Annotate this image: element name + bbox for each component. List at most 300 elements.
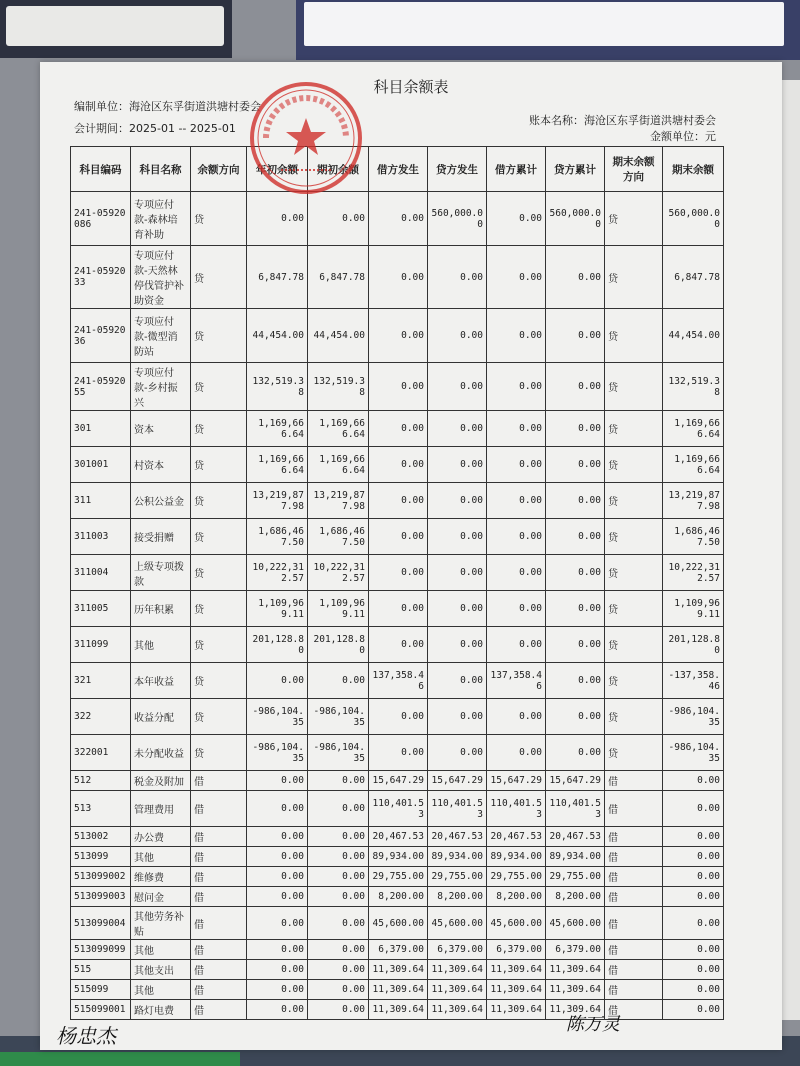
debit-amount: 0.00 xyxy=(369,411,428,447)
notice-board-panel-right xyxy=(304,2,784,46)
column-header: 期初余额 xyxy=(308,147,369,192)
balance-direction: 借 xyxy=(191,980,247,1000)
closing-balance-direction: 借 xyxy=(605,907,663,940)
balance-direction: 贷 xyxy=(191,555,247,591)
closing-balance-direction: 借 xyxy=(605,867,663,887)
table-row xyxy=(71,447,724,483)
debit-amount: 0.00 xyxy=(369,735,428,771)
closing-balance: 201,128.80 xyxy=(663,627,724,663)
table-row xyxy=(71,192,724,246)
year-opening-balance: 6,847.78 xyxy=(247,246,308,309)
credit-amount: 0.00 xyxy=(428,555,487,591)
period-opening-balance: 1,686,467.50 xyxy=(308,519,369,555)
period-opening-balance: 0.00 xyxy=(308,192,369,246)
table-row xyxy=(71,771,724,791)
table-row xyxy=(71,960,724,980)
closing-balance: -986,104.35 xyxy=(663,699,724,735)
closing-balance-direction: 借 xyxy=(605,847,663,867)
credit-cumulative: 11,309.64 xyxy=(546,960,605,980)
debit-amount: 0.00 xyxy=(369,246,428,309)
account-code: 322 xyxy=(71,699,131,735)
credit-amount: 0.00 xyxy=(428,411,487,447)
closing-balance: 0.00 xyxy=(663,827,724,847)
closing-balance: 0.00 xyxy=(663,847,724,867)
credit-cumulative: 11,309.64 xyxy=(546,980,605,1000)
credit-cumulative: 8,200.00 xyxy=(546,887,605,907)
official-seal xyxy=(246,78,366,198)
account-code: 311099 xyxy=(71,627,131,663)
closing-balance-direction: 借 xyxy=(605,980,663,1000)
table-row xyxy=(71,555,724,591)
table-row xyxy=(71,591,724,627)
balance-direction: 贷 xyxy=(191,519,247,555)
closing-balance-direction: 贷 xyxy=(605,699,663,735)
credit-amount: 8,200.00 xyxy=(428,887,487,907)
account-name: 维修费 xyxy=(131,867,191,887)
period-opening-balance: 0.00 xyxy=(308,867,369,887)
credit-cumulative: 0.00 xyxy=(546,735,605,771)
closing-balance-direction: 贷 xyxy=(605,663,663,699)
debit-amount: 11,309.64 xyxy=(369,980,428,1000)
board-bottom-strip xyxy=(0,1052,240,1066)
debit-cumulative: 0.00 xyxy=(487,411,546,447)
account-name: 专项应付款-森林培育补助 xyxy=(131,192,191,246)
period-opening-balance: 0.00 xyxy=(308,1000,369,1020)
credit-amount: 0.00 xyxy=(428,519,487,555)
account-code: 241-0592055 xyxy=(71,363,131,411)
closing-balance-direction: 借 xyxy=(605,1000,663,1020)
debit-cumulative: 0.00 xyxy=(487,246,546,309)
credit-cumulative: 0.00 xyxy=(546,627,605,663)
credit-amount: 20,467.53 xyxy=(428,827,487,847)
debit-cumulative: 8,200.00 xyxy=(487,887,546,907)
period-opening-balance: 44,454.00 xyxy=(308,309,369,363)
column-header: 贷方累计 xyxy=(546,147,605,192)
closing-balance: 560,000.00 xyxy=(663,192,724,246)
balance-direction: 贷 xyxy=(191,627,247,663)
year-opening-balance: 0.00 xyxy=(247,847,308,867)
period-opening-balance: 1,109,969.11 xyxy=(308,591,369,627)
debit-amount: 0.00 xyxy=(369,627,428,663)
debit-cumulative: 0.00 xyxy=(487,699,546,735)
account-name: 其他 xyxy=(131,627,191,663)
column-header: 科目名称 xyxy=(131,147,191,192)
year-opening-balance: 0.00 xyxy=(247,192,308,246)
closing-balance-direction: 借 xyxy=(605,791,663,827)
closing-balance-direction: 贷 xyxy=(605,627,663,663)
debit-cumulative: 45,600.00 xyxy=(487,907,546,940)
closing-balance: 13,219,877.98 xyxy=(663,483,724,519)
account-name: 其他 xyxy=(131,847,191,867)
debit-cumulative: 11,309.64 xyxy=(487,1000,546,1020)
signature-right: 陈万灵 xyxy=(566,1014,620,1035)
account-name: 路灯电费 xyxy=(131,1000,191,1020)
debit-amount: 0.00 xyxy=(369,699,428,735)
account-code: 241-0592033 xyxy=(71,246,131,309)
account-name: 村资本 xyxy=(131,447,191,483)
debit-cumulative: 0.00 xyxy=(487,447,546,483)
account-code: 311005 xyxy=(71,591,131,627)
credit-amount: 110,401.53 xyxy=(428,791,487,827)
balance-direction: 贷 xyxy=(191,309,247,363)
closing-balance: 0.00 xyxy=(663,887,724,907)
balance-direction: 借 xyxy=(191,887,247,907)
closing-balance: 1,686,467.50 xyxy=(663,519,724,555)
account-name: 税金及附加 xyxy=(131,771,191,791)
year-opening-balance: 1,686,467.50 xyxy=(247,519,308,555)
period-opening-balance: 0.00 xyxy=(308,940,369,960)
closing-balance-direction: 借 xyxy=(605,827,663,847)
debit-amount: 29,755.00 xyxy=(369,867,428,887)
account-code: 513099003 xyxy=(71,887,131,907)
balance-direction: 借 xyxy=(191,867,247,887)
debit-amount: 6,379.00 xyxy=(369,940,428,960)
balance-direction: 借 xyxy=(191,1000,247,1020)
table-body xyxy=(71,192,724,1020)
credit-cumulative: 0.00 xyxy=(546,363,605,411)
period-opening-balance: 1,169,666.64 xyxy=(308,447,369,483)
table-row xyxy=(71,309,724,363)
account-name: 上级专项拨款 xyxy=(131,555,191,591)
credit-amount: 0.00 xyxy=(428,591,487,627)
debit-cumulative: 0.00 xyxy=(487,192,546,246)
credit-cumulative: 0.00 xyxy=(546,699,605,735)
account-code: 513099004 xyxy=(71,907,131,940)
table-row xyxy=(71,246,724,309)
compiler-unit: 编制单位：海沧区东孚街道洪塘村委会 xyxy=(74,100,261,113)
year-opening-balance: 0.00 xyxy=(247,907,308,940)
signature-left: 杨忠杰 xyxy=(56,1024,116,1048)
credit-amount: 560,000.00 xyxy=(428,192,487,246)
balance-direction: 贷 xyxy=(191,192,247,246)
closing-balance-direction: 贷 xyxy=(605,192,663,246)
year-opening-balance: 1,109,969.11 xyxy=(247,591,308,627)
balance-direction: 借 xyxy=(191,827,247,847)
debit-cumulative: 137,358.46 xyxy=(487,663,546,699)
credit-amount: 0.00 xyxy=(428,309,487,363)
balance-direction: 贷 xyxy=(191,735,247,771)
year-opening-balance: 10,222,312.57 xyxy=(247,555,308,591)
table-header-row xyxy=(71,147,724,192)
credit-amount: 6,379.00 xyxy=(428,940,487,960)
notice-board-panel-left xyxy=(6,6,224,46)
balance-direction: 贷 xyxy=(191,483,247,519)
year-opening-balance: 201,128.80 xyxy=(247,627,308,663)
account-code: 513099 xyxy=(71,847,131,867)
closing-balance-direction: 贷 xyxy=(605,309,663,363)
period-opening-balance: 13,219,877.98 xyxy=(308,483,369,519)
year-opening-balance: -986,104.35 xyxy=(247,699,308,735)
credit-cumulative: 0.00 xyxy=(546,591,605,627)
account-name: 未分配收益 xyxy=(131,735,191,771)
account-code: 311003 xyxy=(71,519,131,555)
closing-balance-direction: 借 xyxy=(605,887,663,907)
account-name: 专项应付款-微型消防站 xyxy=(131,309,191,363)
debit-cumulative: 0.00 xyxy=(487,519,546,555)
account-name: 其他劳务补贴 xyxy=(131,907,191,940)
credit-amount: 0.00 xyxy=(428,483,487,519)
table-row xyxy=(71,627,724,663)
period-opening-balance: 1,169,666.64 xyxy=(308,411,369,447)
closing-balance: 0.00 xyxy=(663,867,724,887)
account-name: 办公费 xyxy=(131,827,191,847)
closing-balance-direction: 借 xyxy=(605,960,663,980)
account-code: 515 xyxy=(71,960,131,980)
account-name: 资本 xyxy=(131,411,191,447)
debit-amount: 0.00 xyxy=(369,192,428,246)
credit-cumulative: 110,401.53 xyxy=(546,791,605,827)
credit-cumulative: 560,000.00 xyxy=(546,192,605,246)
ledger-sheet xyxy=(40,62,782,1050)
table-row xyxy=(71,907,724,940)
column-header: 借方累计 xyxy=(487,147,546,192)
debit-cumulative: 20,467.53 xyxy=(487,827,546,847)
balance-direction: 借 xyxy=(191,960,247,980)
credit-cumulative: 0.00 xyxy=(546,411,605,447)
account-code: 311 xyxy=(71,483,131,519)
period-opening-balance: -986,104.35 xyxy=(308,699,369,735)
account-code: 515099 xyxy=(71,980,131,1000)
account-name: 管理费用 xyxy=(131,791,191,827)
credit-cumulative: 20,467.53 xyxy=(546,827,605,847)
account-code: 311004 xyxy=(71,555,131,591)
balance-direction: 借 xyxy=(191,791,247,827)
account-code: 241-05920086 xyxy=(71,192,131,246)
debit-amount: 20,467.53 xyxy=(369,827,428,847)
debit-cumulative: 0.00 xyxy=(487,483,546,519)
credit-cumulative: 0.00 xyxy=(546,555,605,591)
debit-amount: 0.00 xyxy=(369,591,428,627)
debit-cumulative: 11,309.64 xyxy=(487,980,546,1000)
credit-cumulative: 0.00 xyxy=(546,447,605,483)
closing-balance: -986,104.35 xyxy=(663,735,724,771)
closing-balance: 0.00 xyxy=(663,940,724,960)
account-name: 其他支出 xyxy=(131,960,191,980)
credit-amount: 0.00 xyxy=(428,363,487,411)
debit-cumulative: 110,401.53 xyxy=(487,791,546,827)
closing-balance-direction: 贷 xyxy=(605,246,663,309)
account-name: 专项应付款-乡村振兴 xyxy=(131,363,191,411)
closing-balance: 1,109,969.11 xyxy=(663,591,724,627)
account-code: 301001 xyxy=(71,447,131,483)
credit-cumulative: 0.00 xyxy=(546,663,605,699)
column-header: 余额方向 xyxy=(191,147,247,192)
period-opening-balance: 0.00 xyxy=(308,907,369,940)
closing-balance: 44,454.00 xyxy=(663,309,724,363)
debit-cumulative: 0.00 xyxy=(487,591,546,627)
period-opening-balance: 0.00 xyxy=(308,827,369,847)
closing-balance: 0.00 xyxy=(663,771,724,791)
closing-balance-direction: 贷 xyxy=(605,591,663,627)
account-name: 专项应付款-天然林停伐管护补助资金 xyxy=(131,246,191,309)
account-name: 接受捐赠 xyxy=(131,519,191,555)
column-header: 期末余额方向 xyxy=(605,147,663,192)
debit-cumulative: 0.00 xyxy=(487,309,546,363)
balance-direction: 借 xyxy=(191,771,247,791)
period-opening-balance: 0.00 xyxy=(308,887,369,907)
balance-direction: 借 xyxy=(191,847,247,867)
year-opening-balance: 0.00 xyxy=(247,867,308,887)
account-code: 241-0592036 xyxy=(71,309,131,363)
credit-cumulative: 45,600.00 xyxy=(546,907,605,940)
debit-amount: 15,647.29 xyxy=(369,771,428,791)
credit-amount: 29,755.00 xyxy=(428,867,487,887)
balance-direction: 贷 xyxy=(191,246,247,309)
credit-amount: 0.00 xyxy=(428,246,487,309)
closing-balance-direction: 贷 xyxy=(605,735,663,771)
year-opening-balance: 0.00 xyxy=(247,940,308,960)
closing-balance-direction: 借 xyxy=(605,940,663,960)
debit-cumulative: 11,309.64 xyxy=(487,960,546,980)
column-header: 科目编码 xyxy=(71,147,131,192)
account-book-name: 账本名称：海沧区东孚街道洪塘村委会 xyxy=(529,114,716,127)
period-opening-balance: 201,128.80 xyxy=(308,627,369,663)
account-code: 513099099 xyxy=(71,940,131,960)
period-opening-balance: 0.00 xyxy=(308,847,369,867)
debit-cumulative: 6,379.00 xyxy=(487,940,546,960)
debit-amount: 0.00 xyxy=(369,519,428,555)
debit-amount: 0.00 xyxy=(369,555,428,591)
table-row xyxy=(71,483,724,519)
year-opening-balance: 0.00 xyxy=(247,887,308,907)
year-opening-balance: 132,519.38 xyxy=(247,363,308,411)
debit-cumulative: 0.00 xyxy=(487,627,546,663)
closing-balance-direction: 贷 xyxy=(605,447,663,483)
debit-amount: 0.00 xyxy=(369,447,428,483)
closing-balance-direction: 贷 xyxy=(605,483,663,519)
table-row xyxy=(71,735,724,771)
period-opening-balance: 0.00 xyxy=(308,791,369,827)
account-code: 513 xyxy=(71,791,131,827)
debit-amount: 8,200.00 xyxy=(369,887,428,907)
year-opening-balance: 1,169,666.64 xyxy=(247,411,308,447)
year-opening-balance: 0.00 xyxy=(247,960,308,980)
table-row xyxy=(71,887,724,907)
credit-cumulative: 89,934.00 xyxy=(546,847,605,867)
closing-balance-direction: 贷 xyxy=(605,411,663,447)
credit-amount: 11,309.64 xyxy=(428,980,487,1000)
debit-cumulative: 29,755.00 xyxy=(487,867,546,887)
credit-amount: 45,600.00 xyxy=(428,907,487,940)
column-header: 年初余额 xyxy=(247,147,308,192)
credit-cumulative: 11,309.64 xyxy=(546,1000,605,1020)
closing-balance: 0.00 xyxy=(663,791,724,827)
balance-direction: 贷 xyxy=(191,447,247,483)
debit-amount: 11,309.64 xyxy=(369,1000,428,1020)
notice-board-frame-left xyxy=(0,0,232,58)
closing-balance: 0.00 xyxy=(663,960,724,980)
credit-cumulative: 6,379.00 xyxy=(546,940,605,960)
closing-balance-direction: 贷 xyxy=(605,519,663,555)
debit-cumulative: 15,647.29 xyxy=(487,771,546,791)
year-opening-balance: 1,169,666.64 xyxy=(247,447,308,483)
table-row xyxy=(71,699,724,735)
balance-direction: 贷 xyxy=(191,699,247,735)
credit-cumulative: 15,647.29 xyxy=(546,771,605,791)
credit-amount: 15,647.29 xyxy=(428,771,487,791)
table-row xyxy=(71,363,724,411)
year-opening-balance: 0.00 xyxy=(247,827,308,847)
account-code: 321 xyxy=(71,663,131,699)
balance-direction: 贷 xyxy=(191,363,247,411)
period-opening-balance: 10,222,312.57 xyxy=(308,555,369,591)
table-row xyxy=(71,827,724,847)
credit-cumulative: 0.00 xyxy=(546,309,605,363)
closing-balance: 132,519.38 xyxy=(663,363,724,411)
debit-amount: 0.00 xyxy=(369,363,428,411)
year-opening-balance: 0.00 xyxy=(247,1000,308,1020)
account-name: 收益分配 xyxy=(131,699,191,735)
debit-amount: 45,600.00 xyxy=(369,907,428,940)
year-opening-balance: 0.00 xyxy=(247,771,308,791)
account-code: 513002 xyxy=(71,827,131,847)
account-name: 其他 xyxy=(131,980,191,1000)
account-code: 515099001 xyxy=(71,1000,131,1020)
account-name: 历年积累 xyxy=(131,591,191,627)
period-opening-balance: 0.00 xyxy=(308,960,369,980)
closing-balance-direction: 借 xyxy=(605,771,663,791)
balance-direction: 贷 xyxy=(191,591,247,627)
period-opening-balance: -986,104.35 xyxy=(308,735,369,771)
account-code: 322001 xyxy=(71,735,131,771)
debit-amount: 0.00 xyxy=(369,483,428,519)
debit-cumulative: 89,934.00 xyxy=(487,847,546,867)
table-row xyxy=(71,867,724,887)
period-opening-balance: 6,847.78 xyxy=(308,246,369,309)
year-opening-balance: 0.00 xyxy=(247,663,308,699)
balance-direction: 借 xyxy=(191,940,247,960)
closing-balance: 6,847.78 xyxy=(663,246,724,309)
debit-cumulative: 0.00 xyxy=(487,555,546,591)
account-name: 公积公益金 xyxy=(131,483,191,519)
table-row xyxy=(71,940,724,960)
year-opening-balance: 13,219,877.98 xyxy=(247,483,308,519)
document-title: 科目余额表 xyxy=(373,78,449,96)
period-opening-balance: 0.00 xyxy=(308,663,369,699)
account-name: 慰问金 xyxy=(131,887,191,907)
table-row xyxy=(71,791,724,827)
debit-amount: 0.00 xyxy=(369,309,428,363)
credit-cumulative: 0.00 xyxy=(546,483,605,519)
accounting-period: 会计期间：2025-01 -- 2025-01 xyxy=(74,122,236,135)
closing-balance: 0.00 xyxy=(663,980,724,1000)
closing-balance: 1,169,666.64 xyxy=(663,447,724,483)
closing-balance: 10,222,312.57 xyxy=(663,555,724,591)
debit-amount: 11,309.64 xyxy=(369,960,428,980)
credit-amount: 0.00 xyxy=(428,447,487,483)
debit-cumulative: 0.00 xyxy=(487,363,546,411)
credit-amount: 0.00 xyxy=(428,663,487,699)
table-row xyxy=(71,519,724,555)
account-balance-table xyxy=(70,146,724,1020)
table-row xyxy=(71,411,724,447)
debit-amount: 110,401.53 xyxy=(369,791,428,827)
credit-amount: 0.00 xyxy=(428,699,487,735)
year-opening-balance: -986,104.35 xyxy=(247,735,308,771)
debit-amount: 137,358.46 xyxy=(369,663,428,699)
credit-amount: 0.00 xyxy=(428,627,487,663)
closing-balance: 1,169,666.64 xyxy=(663,411,724,447)
credit-cumulative: 0.00 xyxy=(546,519,605,555)
credit-amount: 11,309.64 xyxy=(428,960,487,980)
closing-balance: 0.00 xyxy=(663,907,724,940)
column-header: 借方发生 xyxy=(369,147,428,192)
currency-unit: 金额单位：元 xyxy=(650,130,716,143)
table-row xyxy=(71,1000,724,1020)
notice-board-frame-right xyxy=(296,0,800,60)
closing-balance: -137,358.46 xyxy=(663,663,724,699)
credit-amount: 11,309.64 xyxy=(428,1000,487,1020)
